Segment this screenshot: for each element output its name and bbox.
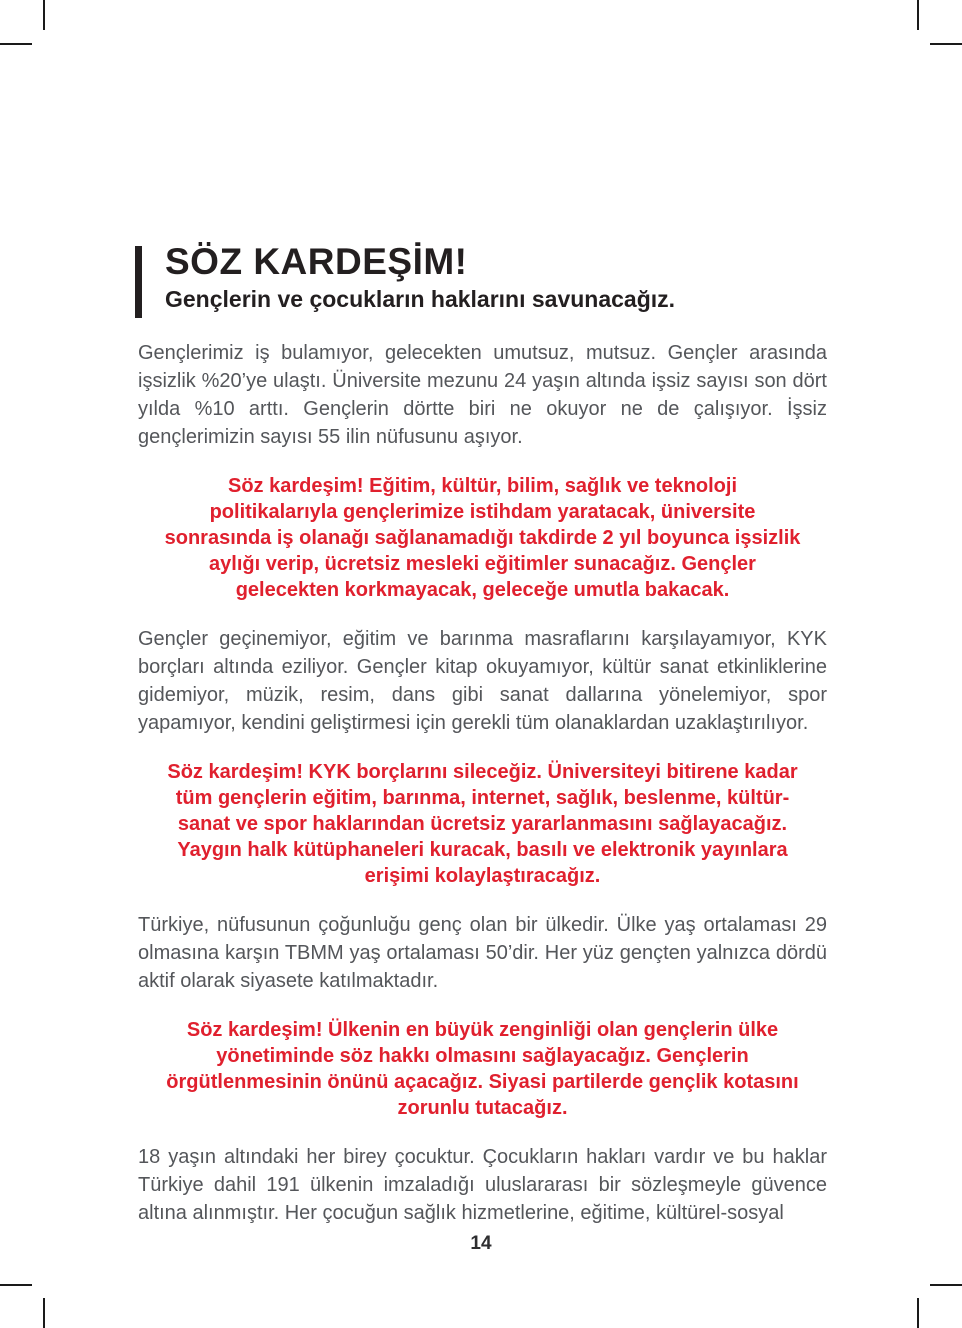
crop-mark-bottom-right-horizontal [930, 1284, 962, 1286]
body-paragraph: Türkiye, nüfusunun çoğunluğu genç olan bir ülkedir. Ülke yaş ortalaması 29 olmasına karşın TBMM yaş ortalaması 50’dir. Her yüz gençten yalnızca dördü aktif olarak siyasete katılmaktadır. [138, 914, 827, 993]
section-heading: SÖZ KARDEŞİM! [165, 241, 468, 282]
body-paragraph: Gençlerimiz iş bulamıyor, gelecekten umutsuz, mutsuz. Gençler arasında işsizlik %20’ye ulaştı. Üniversite mezunu 24 yaşın altında işsiz sayısı son dört yılda %10 arttı. Gençlerin dörtte biri ne okuyor ne de çalışıyor. İşsiz gençlerimizin sayısı 55 ilin nüfusunu aşıyor. [138, 342, 827, 449]
crop-mark-top-right-vertical [917, 0, 919, 30]
body-paragraph: 18 yaşın altındaki her birey çocuktur. Çocukların hakları vardır ve bu haklar Türkiye dahil 191 ülkenin imzaladığı uluslararası bir sözleşmeyle güvence altına alınmıştır. Her çocuğun sağlık hizmetlerine, eğitime, kültürel-sosyal [138, 1146, 827, 1225]
crop-mark-top-left-horizontal [0, 43, 32, 45]
content-column [138, 243, 827, 1227]
pledge-paragraph: Söz kardeşim! Ülkenin en büyük zenginliği olan gençlerin ülke yönetiminde söz hakkı olmasını sağlayacağız. Gençlerin örgütlenmesinin önünü açacağız. Siyasi partilerde gençlik kotasını zorunlu tutacağız. [166, 1019, 799, 1120]
pledge-paragraph: Söz kardeşim! Eğitim, kültür, bilim, sağlık ve teknoloji politikalarıyla gençlerimize istihdam yaratacak, üniversite sonrasında iş olanağı sağlanamadığı takdirde 2 yıl boyunca işsizlik aylığı verip, ücretsiz mesleki eğitimler sunacağız. Gençler gelecekten korkmayacak, geleceğe umutla bakacak. [164, 475, 801, 602]
crop-mark-bottom-left-vertical [43, 1298, 45, 1328]
section-subheading: Gençlerin ve çocukların haklarını savunacağız. [165, 285, 676, 312]
crop-mark-top-left-vertical [43, 0, 45, 30]
page-number: 14 [470, 1233, 492, 1254]
crop-mark-bottom-left-horizontal [0, 1284, 32, 1286]
pledge-paragraph: Söz kardeşim! KYK borçlarını sileceğiz. Üniversiteyi bitirene kadar tüm gençlerin eğitim, barınma, internet, sağlık, beslenme, kültür-sanat ve spor haklarından ücretsiz yararlanmasını sağlayacağız. Yaygın halk kütüphaneleri kuracak, basılı ve elektronik yayınlara erişimi kolaylaştıracağız. [167, 761, 798, 888]
crop-mark-top-right-horizontal [930, 43, 962, 45]
crop-mark-bottom-right-vertical [917, 1298, 919, 1328]
body-paragraph: Gençler geçinemiyor, eğitim ve barınma masraflarını karşılayamıyor, KYK borçları altında eziliyor. Gençler kitap okuyamıyor, kültür sanat etkinliklerine gidemiyor, müzik, resim, dans gibi sanat dallarına yönelemiyor, spor yapamıyor, kendini geliştirmesi için gerekli tüm olanaklardan uzaklaştırılıyor. [138, 628, 827, 735]
section-title-block [138, 243, 827, 313]
title-accent-bar [135, 246, 142, 318]
